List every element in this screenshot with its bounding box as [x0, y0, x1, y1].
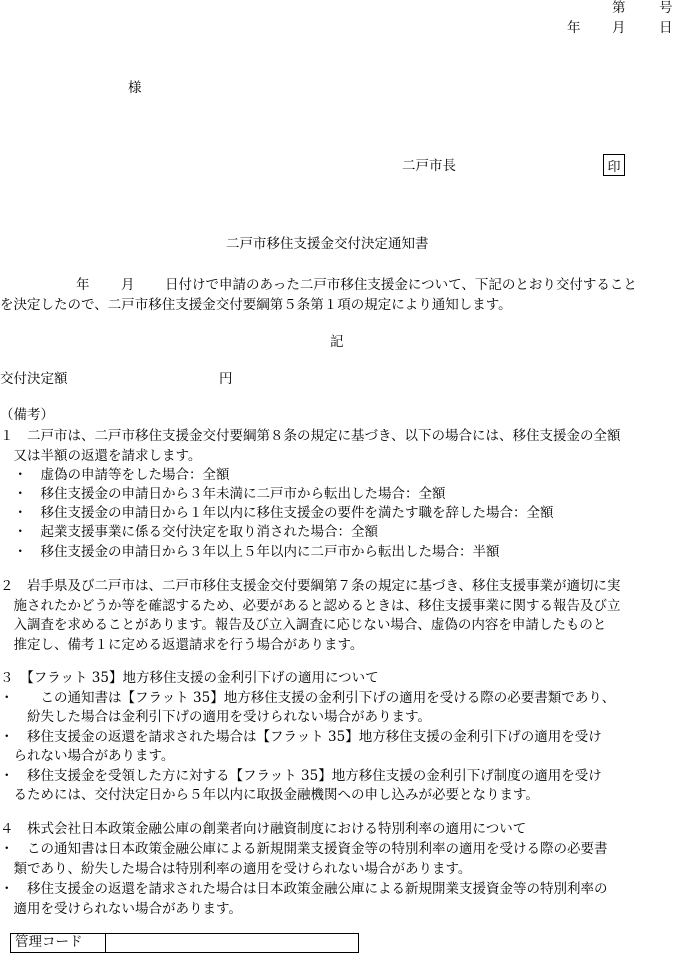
- number-dai: 第: [612, 0, 626, 16]
- body-line1: 日付けで申請のあった二戸市移住支援金について、下記のとおり交付すること: [165, 277, 637, 293]
- management-code-value: [106, 934, 359, 953]
- remark-line: るためには、交付決定日から５年以内に取扱金融機関への申し込みが必要となります。: [0, 787, 539, 803]
- remark-line: 適用を受けられない場合があります。: [0, 901, 242, 917]
- remark-line: 又は半額の返還を請求します。: [0, 448, 202, 464]
- remark-line: ・ この通知書は日本政策金融公庫による新規開業支援資金等の特別利率の適用を受ける際の必要書: [0, 841, 608, 857]
- amount-label: 交付決定額: [0, 371, 68, 387]
- remark-line: ・ この通知書は【フラット 35】地方移住支援の金利引下げの適用を受ける際の必要書類であり、: [0, 690, 616, 706]
- remark-line: ・ 移住支援金を受領した方に対する【フラット 35】地方移住支援の金利引下げ制度の適用を受け: [0, 768, 602, 784]
- remark-line: ・ 起業支援事業に係る交付決定を取り消された場合：全額: [0, 524, 378, 540]
- remarks-heading: （備考）: [0, 407, 54, 423]
- seal-label: 印: [607, 159, 621, 175]
- remark-line: ・ 虚偽の申請等をした場合：全額: [0, 467, 230, 483]
- remark-line: 紛失した場合は金利引下げの適用を受けられない場合があります。: [0, 709, 431, 725]
- remark-line: 推定し、備考１に定める返還請求を行う場合があります。: [0, 637, 364, 653]
- sender-name: 二戸市長: [402, 158, 456, 174]
- date-month: 月: [612, 20, 626, 36]
- ki-label: 記: [330, 334, 344, 350]
- body-year: 年: [76, 277, 90, 293]
- management-code-label: 管理コード: [11, 934, 106, 953]
- number-go: 号: [659, 0, 673, 16]
- date-day: 日: [659, 20, 673, 36]
- remark-line: 施されたかどうか等を確認するため、必要があると認めるときは、移住支援事業に関する報告及び立: [0, 598, 621, 614]
- remark-line: ・ 移住支援金の申請日から３年未満に二戸市から転出した場合：全額: [0, 486, 446, 502]
- management-code-table: [10, 933, 359, 953]
- document-title: 二戸市移住支援金交付決定通知書: [226, 236, 429, 252]
- remark-line: ２ 岩手県及び二戸市は、二戸市移住支援金交付要綱第７条の規定に基づき、移住支援事業が適切に実: [0, 578, 621, 594]
- remark-line: ・ 移住支援金の返還を請求された場合は日本政策金融公庫による新規開業支援資金等の特別利率の: [0, 881, 608, 897]
- date-year: 年: [567, 20, 581, 36]
- remark-line: ４ 株式会社日本政策金融公庫の創業者向け融資制度における特別利率の適用について: [0, 821, 527, 837]
- remark-line: 入調査を求めることがあります。報告及び立入調査に応じない場合、虚偽の内容を申請したものと: [0, 617, 607, 633]
- remark-line: 類であり、紛失した場合は特別利率の適用を受けられない場合があります。: [0, 861, 472, 877]
- remark-line: １ 二戸市は、二戸市移住支援金交付要綱第８条の規定に基づき、以下の場合には、移住支援金の全額: [0, 428, 621, 444]
- seal-box: [603, 154, 625, 176]
- body-month: 月: [121, 277, 135, 293]
- amount-unit: 円: [219, 371, 233, 387]
- remark-line: ３ 【フラット 35】地方移住支援の金利引下げの適用について: [0, 670, 379, 686]
- remark-line: ・ 移住支援金の申請日から３年以上５年以内に二戸市から転出した場合：半額: [0, 544, 500, 560]
- body-line2: を決定したので、二戸市移住支援金交付要綱第５条第１項の規定により通知します。: [0, 297, 512, 313]
- recipient-sama: 様: [128, 80, 142, 96]
- remark-line: られない場合があります。: [0, 748, 175, 764]
- remark-line: ・ 移住支援金の返還を請求された場合は【フラット 35】地方移住支援の金利引下げの適用を受け: [0, 729, 602, 745]
- remark-line: ・ 移住支援金の申請日から１年以内に移住支援金の要件を満たす職を辞した場合：全額: [0, 505, 554, 521]
